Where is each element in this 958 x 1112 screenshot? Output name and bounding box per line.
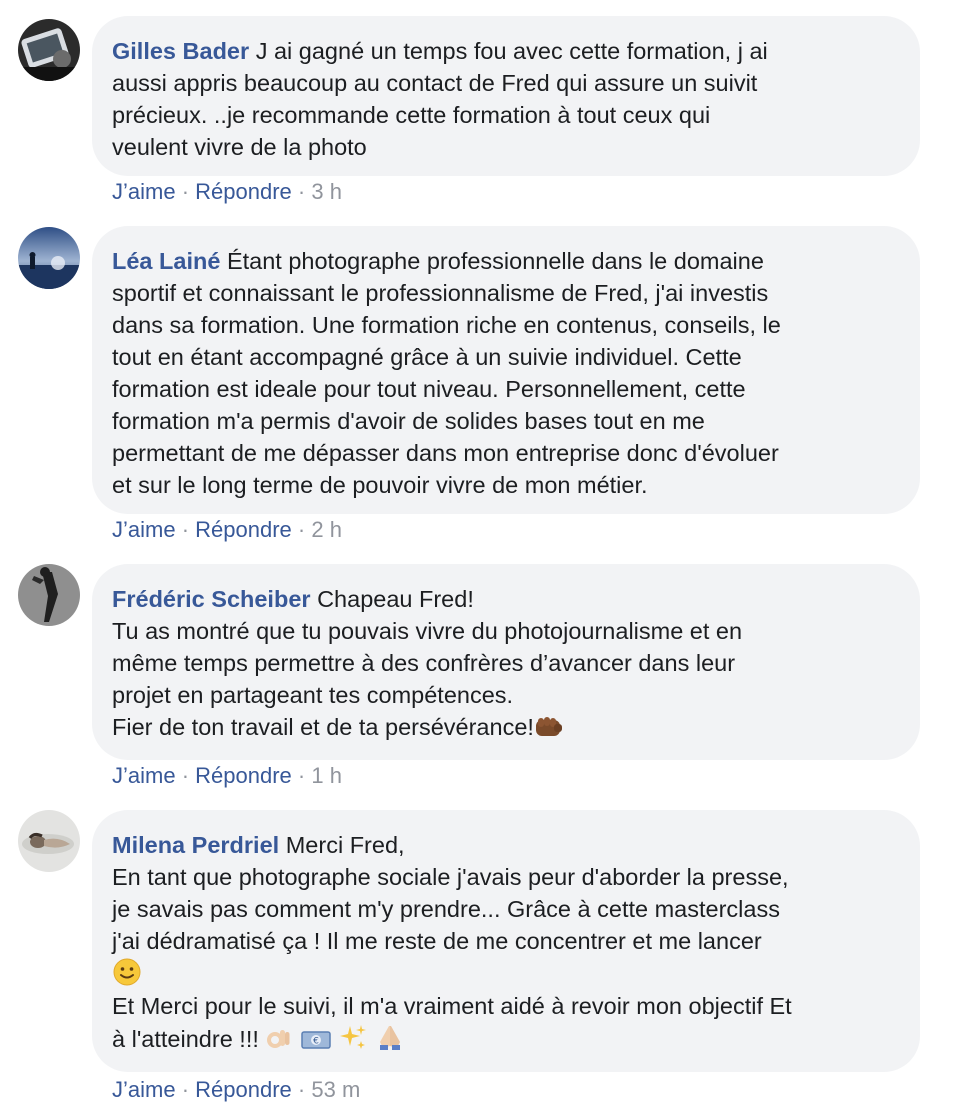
comment-text-line: sportif et connaissant le professionnalisme de Fred, j'ai investis bbox=[112, 280, 769, 306]
smiling-face-icon bbox=[112, 957, 142, 987]
like-button[interactable]: J’aime bbox=[112, 1077, 176, 1102]
comment-bubble bbox=[92, 226, 920, 514]
comment-text-line: même temps permettre à des confrères d’avancer dans leur bbox=[112, 650, 736, 676]
raised-fist-icon bbox=[534, 714, 564, 740]
comment-text-line: Étant photographe professionnelle dans le domaine bbox=[226, 248, 764, 274]
separator-dot: · bbox=[297, 517, 306, 542]
comment-text-line: formation est ideale pour tout niveau. Personnellement, cette bbox=[112, 376, 746, 402]
comment-text-line: je savais pas comment m'y prendre... Grâce à cette masterclass bbox=[112, 896, 780, 922]
comment-bubble bbox=[92, 16, 920, 176]
separator-dot: · bbox=[297, 763, 306, 788]
separator-dot: · bbox=[297, 1077, 306, 1102]
comment-bubble bbox=[92, 810, 920, 1072]
comment-author[interactable]: Frédéric Scheiber bbox=[112, 586, 311, 612]
comment-timestamp[interactable]: 1 h bbox=[311, 763, 342, 788]
comment-actions bbox=[112, 517, 342, 543]
like-button[interactable]: J’aime bbox=[112, 179, 176, 204]
comment-text-line: veulent vivre de la photo bbox=[112, 134, 367, 160]
separator-dot: · bbox=[297, 179, 306, 204]
comment-text-line: J ai gagné un temps fou avec cette formation, j ai bbox=[255, 38, 768, 64]
comment-actions bbox=[112, 1077, 360, 1103]
separator-dot: · bbox=[181, 517, 190, 542]
comment-text-line: dans sa formation. Une formation riche en contenus, conseils, le bbox=[112, 312, 781, 338]
avatar[interactable] bbox=[18, 810, 80, 872]
comment-author[interactable]: Léa Lainé bbox=[112, 248, 221, 274]
reply-button[interactable]: Répondre bbox=[195, 517, 292, 542]
comment-text-line: Merci Fred, bbox=[285, 832, 405, 858]
comment-text-line: précieux. ..je recommande cette formation à tout ceux qui bbox=[112, 102, 711, 128]
comment-text-line: En tant que photographe sociale j'avais peur d'aborder la presse, bbox=[112, 864, 789, 890]
comment-text-line: aussi appris beaucoup au contact de Fred qui assure un suivit bbox=[112, 70, 758, 96]
like-button[interactable]: J’aime bbox=[112, 517, 176, 542]
comment-text-line: à l'atteindre !!! bbox=[112, 1026, 259, 1052]
comment-text-line: Chapeau Fred! bbox=[317, 586, 474, 612]
comment-bubble bbox=[92, 564, 920, 760]
avatar[interactable] bbox=[18, 227, 80, 289]
comment-text-line: j'ai dédramatisé ça ! Il me reste de me concentrer et me lancer bbox=[112, 928, 762, 954]
comment-timestamp[interactable]: 53 m bbox=[311, 1077, 361, 1102]
comment-timestamp[interactable]: 2 h bbox=[311, 517, 342, 542]
comment-text-line: Tu as montré que tu pouvais vivre du photojournalisme et en bbox=[112, 618, 743, 644]
comment-text-line: Et Merci pour le suivi, il m'a vraiment aidé à revoir mon objectif Et bbox=[112, 993, 792, 1019]
comment-text-line: et sur le long terme de pouvoir vivre de mon métier. bbox=[112, 472, 648, 498]
comment-text-line: projet en partageant tes compétences. bbox=[112, 682, 514, 708]
comment-actions bbox=[112, 763, 342, 789]
folded-hands-icon bbox=[375, 1022, 405, 1052]
comment-text-line: tout en étant accompagné grâce à un suivie individuel. Cette bbox=[112, 344, 742, 370]
avatar[interactable] bbox=[18, 19, 80, 81]
like-button[interactable]: J’aime bbox=[112, 763, 176, 788]
avatar[interactable] bbox=[18, 564, 80, 626]
comment-author[interactable]: Milena Perdriel bbox=[112, 832, 280, 858]
comment-text-line: Fier de ton travail et de ta persévérance! bbox=[112, 714, 534, 740]
separator-dot: · bbox=[181, 179, 190, 204]
separator-dot: · bbox=[181, 1077, 190, 1102]
euro-banknote-icon bbox=[300, 1028, 332, 1052]
comment-author[interactable]: Gilles Bader bbox=[112, 38, 250, 64]
comment-timestamp[interactable]: 3 h bbox=[311, 179, 342, 204]
reply-button[interactable]: Répondre bbox=[195, 763, 292, 788]
ok-hand-icon bbox=[265, 1024, 293, 1052]
reply-button[interactable]: Répondre bbox=[195, 179, 292, 204]
comment-text-line: permettant de me dépasser dans mon entreprise donc d'évoluer bbox=[112, 440, 779, 466]
comment-text-line: formation m'a permis d'avoir de solides bases tout en me bbox=[112, 408, 705, 434]
reply-button[interactable]: Répondre bbox=[195, 1077, 292, 1102]
svg-text:€: € bbox=[313, 1036, 319, 1047]
sparkles-icon bbox=[338, 1022, 368, 1052]
comment-actions bbox=[112, 179, 342, 205]
separator-dot: · bbox=[181, 763, 190, 788]
